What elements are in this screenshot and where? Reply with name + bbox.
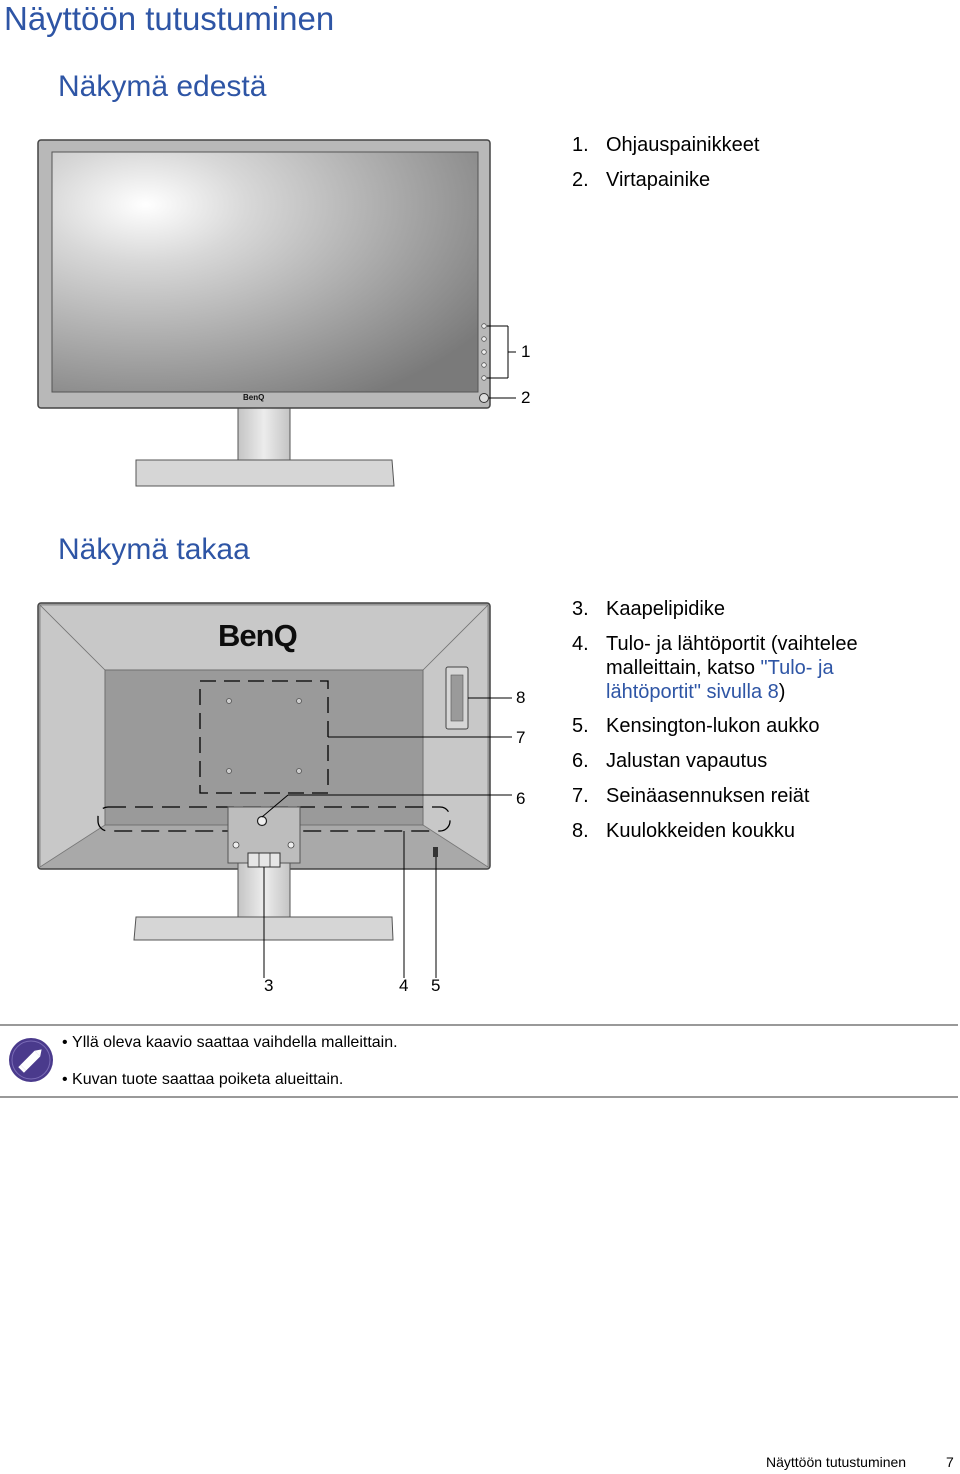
stand-base <box>136 460 394 486</box>
item-label: Kensington-lukon aukko <box>606 715 820 737</box>
front-item-1 <box>572 133 759 157</box>
item-label: Seinäasennuksen reiät <box>606 785 810 807</box>
callout-2: 2 <box>521 388 531 407</box>
callout-8: 8 <box>516 688 526 707</box>
cross-reference-link[interactable]: "Tulo- ja <box>760 657 834 679</box>
page-title: Näyttöön tutustuminen <box>4 0 335 37</box>
item-number: 2. <box>572 169 589 191</box>
back-view-heading: Näkymä takaa <box>58 533 250 566</box>
note-item-1 <box>62 1034 398 1052</box>
item-label-line1: Tulo- ja lähtöportit (vaihtelee <box>606 633 858 655</box>
note-divider-bottom <box>0 1096 958 1098</box>
callout-7: 7 <box>516 728 526 747</box>
item-number: 5. <box>572 715 589 737</box>
back-item-6 <box>572 749 767 773</box>
item-number: 6. <box>572 750 589 772</box>
item-label-line2: malleittain, katso <box>606 657 761 679</box>
callout-5: 5 <box>431 976 441 995</box>
callout-1: 1 <box>521 342 531 361</box>
bullet: • <box>62 1034 73 1051</box>
monitor-back-illustration <box>0 595 560 995</box>
callout-6: 6 <box>516 789 526 808</box>
stand-neck <box>238 408 290 460</box>
item-number: 1. <box>572 134 589 156</box>
cross-reference-link-cont[interactable]: lähtöportit" sivulla 8 <box>606 681 779 703</box>
front-item-2 <box>572 168 710 192</box>
item-label-line3: ) <box>778 681 786 703</box>
item-label: Virtapainike <box>606 169 711 191</box>
item-number: 3. <box>572 598 589 620</box>
callout-3: 3 <box>264 976 274 995</box>
item-label: Kuulokkeiden koukku <box>606 820 796 842</box>
item-label: Jalustan vapautus <box>606 750 768 772</box>
item-label: Ohjauspainikkeet <box>606 134 760 156</box>
pencil-note-icon <box>7 1036 55 1084</box>
back-panel <box>105 670 423 825</box>
item-label: Kaapelipidike <box>606 598 725 620</box>
note-item-2 <box>62 1071 343 1089</box>
bullet: • <box>62 1071 73 1088</box>
front-view-heading: Näkymä edestä <box>58 70 267 103</box>
note-divider-top <box>0 1024 958 1026</box>
back-logo: BenQ <box>218 618 297 653</box>
front-logo: BenQ <box>243 393 265 402</box>
note-text: Yllä oleva kaavio saattaa vaihdella malleittain. <box>72 1034 398 1051</box>
screen <box>52 152 478 392</box>
power-button <box>480 394 489 403</box>
back-item-7 <box>572 784 809 808</box>
back-item-4 <box>572 632 858 704</box>
back-item-3 <box>572 597 725 621</box>
item-number: 7. <box>572 785 589 807</box>
back-item-5 <box>572 714 819 738</box>
item-number: 8. <box>572 820 589 842</box>
monitor-front-illustration <box>0 130 560 500</box>
item-number: 4. <box>572 633 589 655</box>
stand-release-button <box>258 817 267 826</box>
cable-holder <box>248 853 280 867</box>
page-number: 7 <box>946 1454 954 1470</box>
note-text: Kuvan tuote saattaa poiketa alueittain. <box>72 1071 344 1088</box>
back-item-8 <box>572 819 795 843</box>
kensington-slot <box>433 847 438 857</box>
footer-section-title: Näyttöön tutustuminen <box>766 1454 907 1470</box>
callout-4: 4 <box>399 976 409 995</box>
